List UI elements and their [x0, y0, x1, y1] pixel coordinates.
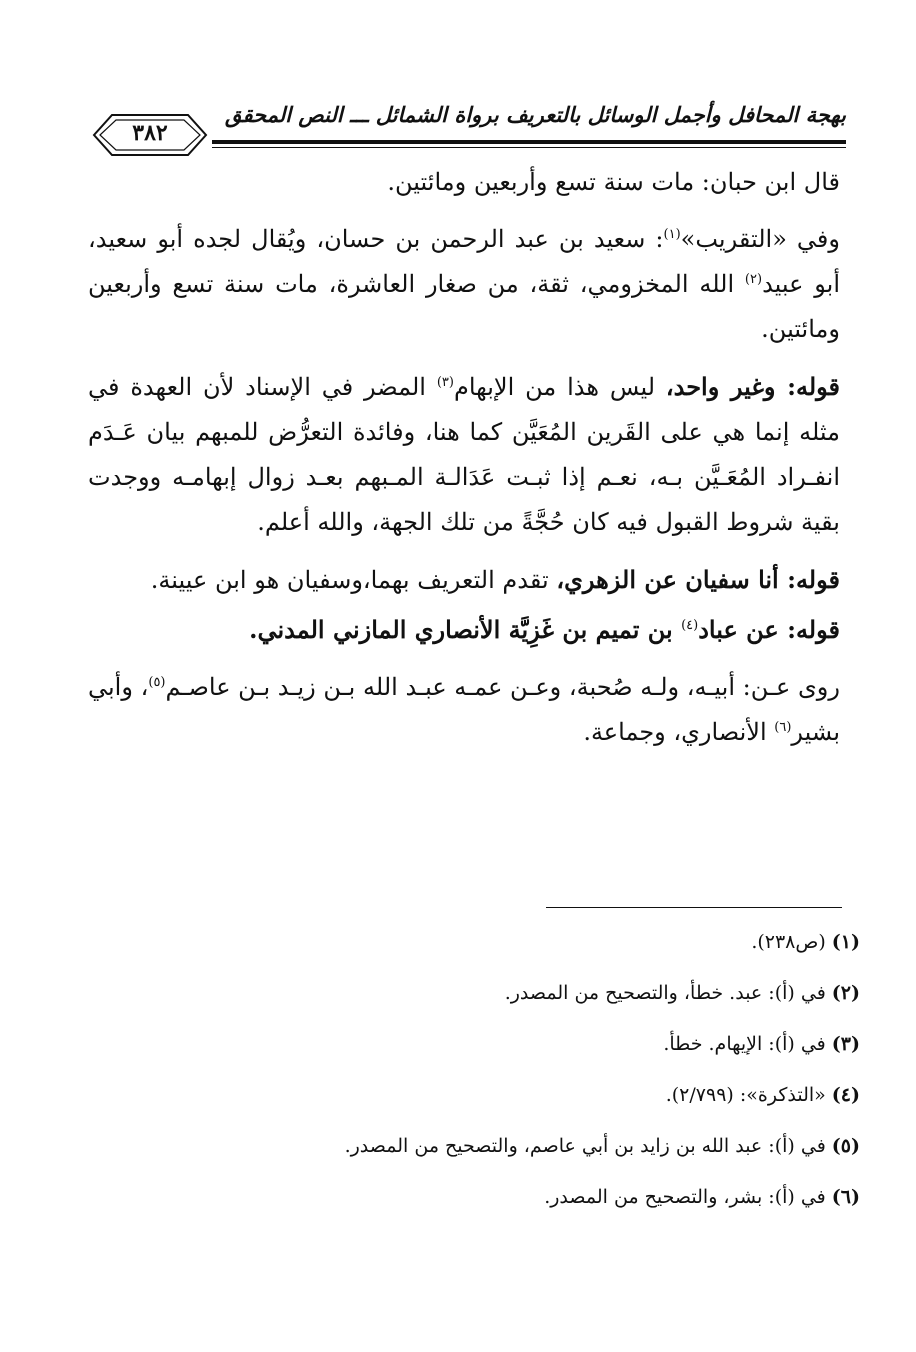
paragraph-p2: [88, 217, 840, 352]
header-rule-thin: [212, 147, 846, 148]
paragraph-p4: [88, 557, 840, 603]
footnote-reference: (٤): [681, 618, 699, 633]
footnote-item: [88, 973, 860, 1024]
footnote-text: (ص٢٣٨).: [751, 931, 826, 953]
paragraph-p1: [88, 160, 840, 205]
text-run: قال ابن حبان: مات سنة تسع وأربعين ومائتين.: [387, 168, 840, 196]
footnote-item: [88, 1126, 860, 1177]
footnote-number: (٣): [831, 1033, 860, 1055]
bold-lemma: قوله: عن عباد: [698, 615, 840, 644]
paragraph-p3: [88, 364, 840, 545]
footnote-text: «التذكرة»: (٢/٧٩٩).: [665, 1084, 826, 1106]
text-run: الله المخزومي، ثقة، من صغار العاشرة، مات سنة تسع وأربعين ومائتين.: [88, 270, 840, 343]
footnote-number: (٥): [831, 1135, 860, 1157]
footnote-item: [88, 922, 860, 973]
bold-lemma: بن تميم بن غَزِيَّة الأنصاري المازني المدني.: [249, 615, 682, 644]
footnote-text: في (أ): الإيهام. خطأ.: [663, 1033, 826, 1055]
text-run: الأنصاري، وجماعة.: [583, 718, 775, 746]
footnote-reference: (٥): [148, 675, 166, 690]
paragraph-p5: [88, 607, 840, 653]
footnote-item: [88, 1075, 860, 1126]
footnotes: [88, 922, 860, 1228]
running-header: [92, 96, 846, 156]
main-text: [88, 160, 840, 755]
running-title: بهجة المحافل وأجمل الوسائل بالتعريف برواة الشمائل ـــ النص المحقق: [225, 102, 846, 127]
footnote-reference: (١): [663, 227, 681, 242]
text-run: تقدم التعريف بهما،وسفيان هو ابن عيينة.: [150, 566, 557, 594]
paragraph-p6: [88, 665, 840, 755]
bold-lemma: قوله: أنا سفيان عن الزهري،: [556, 565, 840, 594]
footnote-reference: (٢): [744, 272, 763, 287]
page-number: ٣٨٢: [132, 120, 168, 146]
text-run: وفي «التقريب»: [680, 225, 840, 253]
footnote-text: في (أ): عبد الله بن زايد بن أبي عاصم، والتصحيح من المصدر.: [344, 1135, 826, 1157]
text-run: المضر في الإسناد لأن العهدة في مثله إنما هي على القَرين المُعَيَّن كما هنا، وفائدة التعرُّض للمبهم بيان عَـدَم انفـراد المُعَـيَّن بـه، نعـم إذا ثبـت عَدَالـة المـبهم بعـد زوال إبهامـه ووجدت بقية شروط القبول فيه كان حُجَّةً من تلك الجهة، والله أعلم.: [88, 373, 840, 536]
footnote-text: في (أ): عبد. خطأ، والتصحيح من المصدر.: [504, 982, 826, 1004]
footnote-text: في (أ): بشر، والتصحيح من المصدر.: [544, 1186, 826, 1208]
text-run: روى عـن: أبيـه، ولـه صُحبة، وعـن عمـه عبـد الله بـن زيـد بـن عاصـم: [165, 673, 840, 701]
text-run: : سعيد بن عبد الرحمن بن حسان، ويُقال لجده أبو سعيد، أبو عبيد: [88, 225, 841, 298]
footnote-reference: (٦): [774, 720, 792, 735]
header-rule-thick: [212, 140, 846, 144]
footnote-separator: [546, 907, 842, 908]
footnote-number: (١): [831, 931, 860, 953]
footnote-number: (٢): [831, 982, 860, 1004]
footnote-item: [88, 1024, 860, 1075]
text-run: ، وأبي بشير: [88, 673, 840, 746]
text-run: ليس هذا من الإبهام: [453, 373, 666, 401]
footnote-number: (٤): [831, 1084, 860, 1106]
footnote-reference: (٣): [436, 375, 454, 390]
footnote-number: (٦): [831, 1186, 860, 1208]
bold-lemma: قوله: وغير واحد،: [665, 372, 841, 401]
footnote-item: [88, 1177, 860, 1228]
